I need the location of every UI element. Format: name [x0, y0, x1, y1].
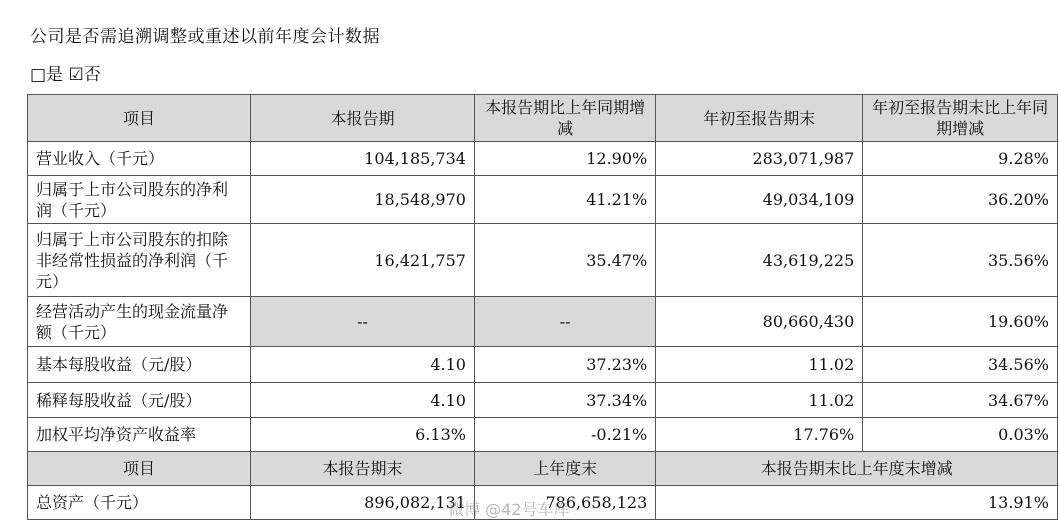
watermark-text: 微博 @42号车库 [448, 500, 570, 519]
subheader-prior-year-end: 上年度末 [474, 452, 655, 486]
cell-value: 34.56% [863, 347, 1058, 383]
cell-value: 17.76% [656, 418, 863, 452]
header-ytd-change: 年初至报告期末比上年同期增减 [863, 95, 1058, 142]
cell-value: 4.10 [251, 383, 475, 418]
table-row [28, 224, 1058, 297]
subheader-item: 项目 [28, 452, 251, 486]
row-label: 总资产（千元） [28, 486, 251, 520]
cell-value: 16,421,757 [251, 224, 475, 297]
cell-value: 896,082,131 [251, 486, 475, 520]
cell-value: 34.67% [863, 383, 1058, 418]
subheader-change: 本报告期末比上年度末增减 [656, 452, 1058, 486]
cell-value: 104,185,734 [251, 142, 475, 176]
cell-value: 18,548,970 [251, 176, 475, 224]
cell-value: -- [251, 297, 475, 347]
table-row [28, 142, 1058, 176]
header-ytd: 年初至报告期末 [656, 95, 863, 142]
cell-value: 283,071,987 [656, 142, 863, 176]
cell-value: 36.20% [863, 176, 1058, 224]
financial-data-table [27, 94, 1058, 520]
cell-value: -- [474, 297, 655, 347]
row-label: 稀释每股收益（元/股） [28, 383, 251, 418]
row-label: 营业收入（千元） [28, 142, 251, 176]
cell-value: 0.03% [863, 418, 1058, 452]
table-subheader-row [28, 452, 1058, 486]
cell-value: 12.90% [474, 142, 655, 176]
cell-value: 41.21% [474, 176, 655, 224]
table-row [28, 176, 1058, 224]
cell-value: 9.28% [863, 142, 1058, 176]
cell-value: 80,660,430 [656, 297, 863, 347]
section-heading: 公司是否需追溯调整或重述以前年度会计数据 [30, 27, 380, 47]
row-label: 归属于上市公司股东的净利润（千元） [28, 176, 251, 224]
cell-value: 4.10 [251, 347, 475, 383]
table-header-row [28, 95, 1058, 142]
cell-value: 786,658,123 [474, 486, 655, 520]
cell-value: 11.02 [656, 347, 863, 383]
header-current-period-change: 本报告期比上年同期增减 [474, 95, 655, 142]
table-row [28, 347, 1058, 383]
cell-value: 19.60% [863, 297, 1058, 347]
cell-value: 11.02 [656, 383, 863, 418]
row-label: 加权平均净资产收益率 [28, 418, 251, 452]
cell-value: -0.21% [474, 418, 655, 452]
table-row [28, 486, 1058, 520]
cell-value: 6.13% [251, 418, 475, 452]
header-current-period: 本报告期 [251, 95, 475, 142]
table-row [28, 383, 1058, 418]
row-label: 经营活动产生的现金流量净额（千元） [28, 297, 251, 347]
cell-value: 13.91% [656, 486, 1058, 520]
table-row [28, 418, 1058, 452]
table-row [28, 297, 1058, 347]
cell-value: 35.47% [474, 224, 655, 297]
restatement-choice: □是 ☑否 [30, 65, 101, 85]
row-label: 基本每股收益（元/股） [28, 347, 251, 383]
cell-value: 37.23% [474, 347, 655, 383]
cell-value: 35.56% [863, 224, 1058, 297]
header-item: 项目 [28, 95, 251, 142]
subheader-period-end: 本报告期末 [251, 452, 475, 486]
cell-value: 43,619,225 [656, 224, 863, 297]
row-label: 归属于上市公司股东的扣除非经常性损益的净利润（千元） [28, 224, 251, 297]
cell-value: 37.34% [474, 383, 655, 418]
cell-value: 49,034,109 [656, 176, 863, 224]
